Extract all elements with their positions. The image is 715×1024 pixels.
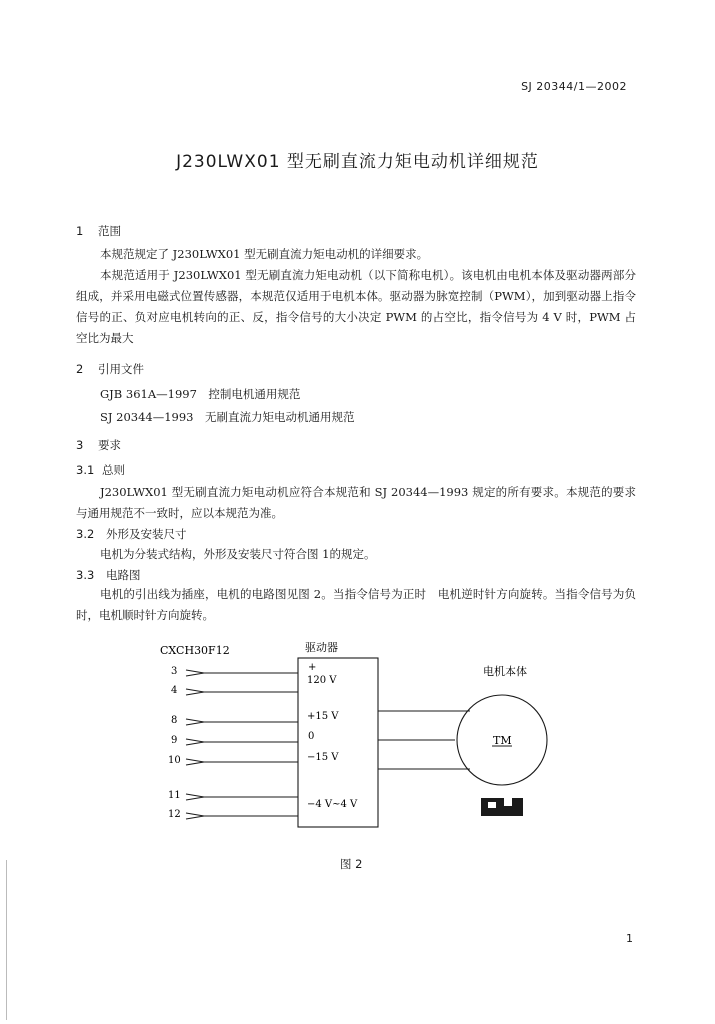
section-title: 总则 <box>102 463 125 477</box>
pin-label: 10 <box>168 755 181 766</box>
voltage-label: −4 V~4 V <box>307 799 358 810</box>
section-number: 1 <box>76 224 84 238</box>
page-number: 1 <box>626 932 633 945</box>
pin-10-chevron <box>186 759 204 765</box>
section-title: 引用文件 <box>98 362 144 376</box>
paragraph-3-1: J230LWX01 型无刷直流力矩电动机应符合本规范和 SJ 20344—1993 规定的所有要求。本规范的要求与通用规范不一致时，应以本规范为准。 <box>76 485 636 520</box>
paragraph-3-3: 电机的引出线为插座，电机的电路图见图 2。当指令信号为正时 电机逆时针方向旋转。当指令信号为负时，电机顺时针方向旋转。 <box>76 587 636 622</box>
sensor-symbol <box>481 798 523 816</box>
section-title: 电路图 <box>106 568 141 582</box>
pin-4-chevron <box>186 689 204 695</box>
section-number: 2 <box>76 362 84 376</box>
section-title: 范围 <box>98 224 121 238</box>
figure-caption: 图 2 <box>340 857 363 871</box>
voltage-label: 0 <box>308 731 315 742</box>
pin-label: 3 <box>171 666 178 677</box>
pin-label: 8 <box>171 715 178 726</box>
section-title: 外形及安装尺寸 <box>106 527 187 541</box>
connector-label: CXCH30F12 <box>160 644 230 657</box>
pin-8-chevron <box>186 719 204 725</box>
driver-label: 驱动器 <box>305 641 338 654</box>
paragraph-1-2: 本规范适用于 J230LWX01 型无刷直流力矩电动机（以下简称电机）。该电机由电机本体及驱动器两部分组成，并采用电磁式位置传感器，本规范仅适用于电机本体。驱动器为脉宽控制（PWM），加到驱动器上指令信号的正、负对应电机转向的正、反，指令信号的大小决定 PWM 的占空比，指令信号为 4 V 时，PWM 占空比为最大 <box>76 268 636 345</box>
pin-3-chevron <box>186 670 204 676</box>
reference-item: SJ 20344—1993 无刷直流力矩电动机通用规范 <box>100 410 355 424</box>
plus-sign: + <box>308 662 317 673</box>
pin-label: 9 <box>171 735 178 746</box>
scan-margin-line <box>6 860 7 1020</box>
voltage-label: −15 V <box>307 752 339 763</box>
section-number: 3 <box>76 438 84 452</box>
section-number: 3.3 <box>76 568 95 582</box>
voltage-label: 120 V <box>307 675 337 686</box>
page-title: J230LWX01 型无刷直流力矩电动机详细规范 <box>176 152 539 172</box>
motor-label: TM <box>493 734 512 747</box>
reference-item: GJB 361A—1997 控制电机通用规范 <box>100 387 301 401</box>
paragraph-3-2: 电机为分装式结构，外形及安装尺寸符合图 1的规定。 <box>100 547 376 561</box>
pin-12-chevron <box>186 813 204 819</box>
pin-label: 11 <box>168 790 181 801</box>
motor-body-label: 电机本体 <box>483 665 527 678</box>
paragraph-1-1: 本规范规定了 J230LWX01 型无刷直流力矩电动机的详细要求。 <box>100 247 429 261</box>
pin-9-chevron <box>186 739 204 745</box>
section-number: 3.2 <box>76 527 95 541</box>
section-number: 3.1 <box>76 463 95 477</box>
pin-11-chevron <box>186 794 204 800</box>
standard-number: SJ 20344/1—2002 <box>521 80 627 93</box>
pin-label: 4 <box>171 685 178 696</box>
section-title: 要求 <box>98 438 121 452</box>
pin-label: 12 <box>168 809 181 820</box>
voltage-label: +15 V <box>307 711 339 722</box>
